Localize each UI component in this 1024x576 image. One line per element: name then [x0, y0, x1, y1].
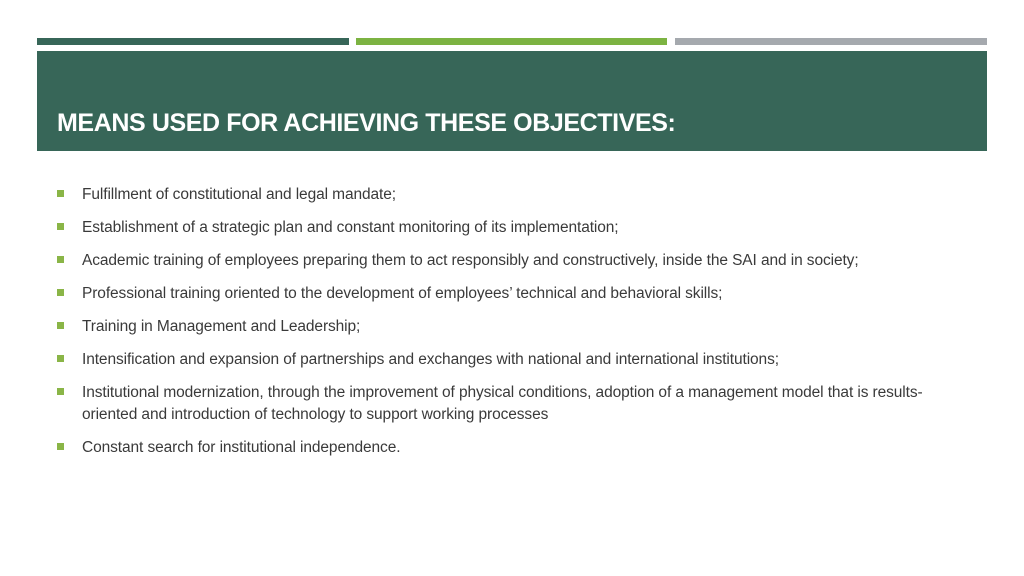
accent-bar-dark-green	[37, 38, 349, 45]
bullet-item	[57, 316, 957, 338]
bullet-item	[57, 217, 957, 239]
bullet-text: Institutional modernization, through the improvement of physical conditions, adoption of a management model that is results-oriented and introduction of technology to support working processes	[82, 384, 923, 423]
square-bullet-icon	[57, 289, 64, 296]
bullet-item	[57, 283, 957, 305]
slide-title: MEANS USED FOR ACHIEVING THESE OBJECTIVES:	[57, 108, 676, 137]
title-band	[37, 51, 987, 151]
square-bullet-icon	[57, 223, 64, 230]
bullet-text: Fulfillment of constitutional and legal mandate;	[82, 186, 396, 203]
bullet-text: Academic training of employees preparing them to act responsibly and constructively, inside the SAI and in society;	[82, 252, 859, 269]
square-bullet-icon	[57, 388, 64, 395]
bullet-item	[57, 382, 957, 426]
square-bullet-icon	[57, 190, 64, 197]
square-bullet-icon	[57, 256, 64, 263]
accent-bar-gray	[675, 38, 987, 45]
bullet-text: Constant search for institutional independence.	[82, 439, 401, 456]
bullet-text: Training in Management and Leadership;	[82, 318, 361, 335]
bullet-text: Establishment of a strategic plan and constant monitoring of its implementation;	[82, 219, 619, 236]
square-bullet-icon	[57, 443, 64, 450]
bullet-item	[57, 250, 957, 272]
bullet-item	[57, 437, 957, 459]
square-bullet-icon	[57, 355, 64, 362]
bullet-text: Professional training oriented to the development of employees’ technical and behavioral skills;	[82, 285, 723, 302]
bullet-item	[57, 184, 957, 206]
square-bullet-icon	[57, 322, 64, 329]
bullet-item	[57, 349, 957, 371]
bullet-text: Intensification and expansion of partnerships and exchanges with national and international institutions;	[82, 351, 779, 368]
accent-bar-light-green	[356, 38, 667, 45]
bullet-list	[57, 184, 957, 470]
